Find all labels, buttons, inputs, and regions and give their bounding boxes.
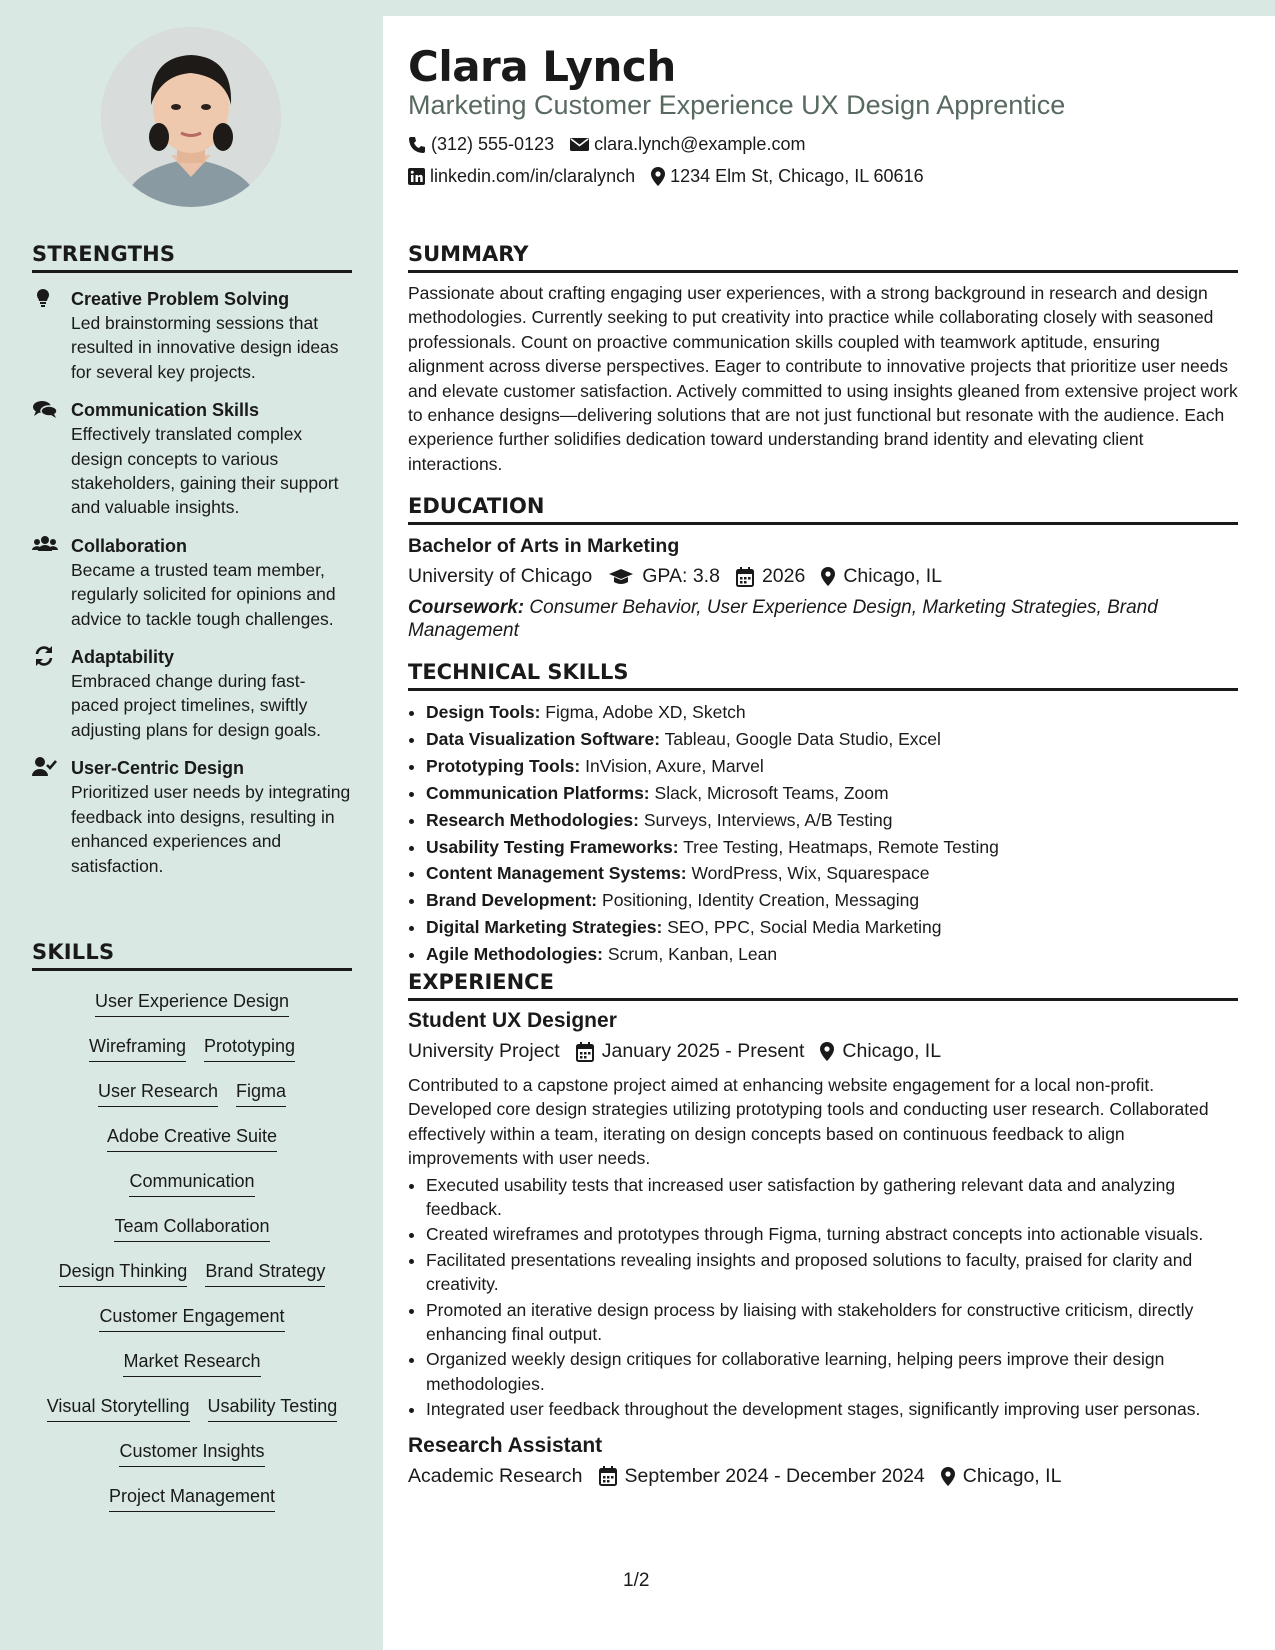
sidebar	[0, 0, 383, 1650]
gpa-item	[608, 565, 720, 588]
skill-label: Usability Testing Frameworks:	[426, 836, 679, 857]
list-item	[426, 887, 1238, 914]
skill-row	[32, 1169, 352, 1214]
education-section	[408, 494, 1238, 642]
dates-item	[599, 1465, 925, 1488]
skill-value: Positioning, Identity Creation, Messaging	[602, 890, 920, 911]
job-description: Contributed to a capstone project aimed at enhancing website engagement for a local non-profit. Developed core design strategies utilizing prototyping tools and conducting user research. Collaborated effectively within a team, iterating on design concepts based on continuous feedback to align improvements with user needs.	[408, 1075, 1209, 1169]
skill-label: Research Methodologies:	[426, 809, 639, 830]
strength-title: Collaboration	[71, 535, 187, 556]
map-marker-icon	[941, 1467, 955, 1486]
skill-value: Slack, Microsoft Teams, Zoom	[654, 782, 889, 803]
skill-tag: Design Thinking	[59, 1259, 188, 1287]
skill-tag: Project Management	[109, 1484, 275, 1512]
graduation-cap-icon	[608, 568, 634, 586]
envelope-icon	[570, 137, 589, 152]
skills-section	[32, 940, 352, 1529]
list-item: • Organized weekly design critiques for collaborative learning, helping peers improve their design methodologies.	[426, 1347, 1238, 1396]
strength-desc: Became a trusted team member, regularly solicited for opinions and advice to tackle tough challenges.	[71, 559, 336, 629]
skill-row	[32, 989, 352, 1034]
skill-tag: Visual Storytelling	[47, 1394, 190, 1422]
org-item	[408, 1465, 583, 1488]
school-name: University of Chicago	[408, 565, 593, 587]
linkedin-icon	[408, 168, 425, 185]
coursework	[408, 596, 1238, 642]
list-item	[426, 860, 1238, 887]
skills-list	[32, 989, 352, 1529]
strength-desc: Led brainstorming sessions that resulted in innovative design ideas for several key projects.	[71, 313, 339, 382]
strength-desc: Effectively translated complex design concepts to various stakeholders, gaining their support and valuable insights.	[71, 424, 339, 518]
list-item	[426, 753, 1238, 780]
skill-value: Tree Testing, Heatmaps, Remote Testing	[683, 836, 999, 857]
strength-title: Communication Skills	[71, 400, 260, 421]
education-heading: EDUCATION	[408, 494, 1238, 525]
skill-tag: Wireframing	[89, 1034, 186, 1062]
skill-row	[32, 1259, 352, 1304]
job-bullets	[408, 1173, 1238, 1422]
skill-label: Brand Development:	[426, 890, 598, 911]
skill-tag: Adobe Creative Suite	[107, 1124, 277, 1152]
skill-row	[32, 1349, 352, 1394]
skill-row	[32, 1394, 352, 1439]
avatar	[101, 27, 281, 207]
page-number: 1/2	[623, 1570, 650, 1591]
job-title-1: Student UX Designer	[408, 1009, 617, 1032]
sync-icon	[32, 645, 58, 667]
address-text: 1234 Elm St, Chicago, IL 60616	[670, 166, 924, 186]
skill-label: Data Visualization Software:	[426, 728, 661, 749]
experience-heading: EXPERIENCE	[408, 970, 1238, 1001]
year-text: 2026	[761, 565, 806, 587]
dates-text: September 2024 - December 2024	[624, 1464, 925, 1487]
strengths-section	[32, 242, 352, 878]
job-location-text: Chicago, IL	[842, 1040, 942, 1062]
linkedin-text[interactable]: linkedin.com/in/claralynch	[430, 166, 636, 186]
list-item	[426, 780, 1238, 807]
skill-label: Communication Platforms:	[426, 782, 650, 803]
strength-title: User-Centric Design	[71, 758, 245, 779]
skill-value: Surveys, Interviews, A/B Testing	[643, 809, 893, 830]
address-item	[651, 166, 924, 187]
year-item	[736, 565, 805, 588]
email-text[interactable]: clara.lynch@example.com	[594, 134, 806, 154]
list-item	[426, 914, 1238, 941]
technical-skills-heading: TECHNICAL SKILLS	[408, 660, 1238, 691]
user-check-icon	[32, 756, 58, 778]
strength-title: Creative Problem Solving	[71, 289, 290, 309]
strength-item	[32, 398, 352, 520]
contact-row-2	[408, 166, 924, 187]
strength-item	[32, 645, 352, 742]
skill-label: Prototyping Tools:	[426, 755, 581, 776]
skill-value: Figma, Adobe XD, Sketch	[545, 702, 746, 722]
list-item: • Promoted an iterative design process by liaising with stakeholders for constructive criticism, directly enhancing final output.	[426, 1298, 1238, 1347]
job-meta-1	[408, 1040, 1238, 1063]
skill-tag: Brand Strategy	[205, 1259, 325, 1287]
coursework-label: Coursework:	[408, 597, 525, 618]
skill-row	[32, 1439, 352, 1484]
skill-row	[32, 1304, 352, 1349]
candidate-name: Clara Lynch	[408, 42, 676, 91]
skill-row	[32, 1124, 352, 1169]
users-icon	[32, 534, 58, 556]
edu-location-item	[821, 565, 942, 588]
list-item: • Integrated user feedback throughout the development stages, significantly improving user personas.	[426, 1397, 1238, 1421]
skill-tag: Team Collaboration	[114, 1214, 269, 1242]
strength-item	[32, 287, 352, 384]
job-meta-2	[408, 1465, 1238, 1488]
skill-tag: Usability Testing	[208, 1394, 338, 1422]
comments-icon	[32, 398, 58, 420]
skill-label: Agile Methodologies:	[426, 944, 603, 965]
skill-value: SEO, PPC, Social Media Marketing	[667, 917, 942, 938]
list-item	[426, 941, 1238, 968]
technical-skills-list	[408, 699, 1238, 968]
skill-tag: Customer Engagement	[99, 1304, 284, 1332]
summary-section	[408, 242, 1238, 476]
job-location-item	[941, 1465, 1062, 1488]
skill-tag: User Research	[98, 1079, 218, 1107]
skill-value: InVision, Axure, Marvel	[585, 755, 764, 776]
map-marker-icon	[821, 567, 835, 586]
skill-tag: Communication	[129, 1169, 254, 1197]
education-meta	[408, 565, 1238, 588]
summary-heading: SUMMARY	[408, 242, 1238, 273]
degree-title: Bachelor of Arts in Marketing	[408, 535, 680, 557]
phone-item	[408, 134, 554, 155]
strength-desc: Prioritized user needs by integrating feedback into designs, resulting in enhanced experiences and satisfaction.	[71, 782, 351, 876]
list-item: • Created wireframes and prototypes through Figma, turning abstract concepts into actionable visuals.	[426, 1222, 1238, 1246]
skill-label: Design Tools:	[426, 702, 541, 722]
org-item	[408, 1040, 560, 1063]
dates-text: January 2025 - Present	[601, 1040, 805, 1062]
dates-item	[576, 1040, 805, 1063]
gpa-text: GPA: 3.8	[642, 565, 720, 587]
skill-tag: Prototyping	[204, 1034, 295, 1062]
skill-row	[32, 1079, 352, 1124]
job-title: Marketing Customer Experience UX Design Apprentice	[408, 90, 1066, 120]
job-location-text: Chicago, IL	[962, 1464, 1062, 1487]
technical-skills-section	[408, 660, 1238, 968]
strength-item	[32, 756, 352, 878]
coursework-text: Consumer Behavior, User Experience Design, Marketing Strategies, Brand Management	[408, 597, 1158, 641]
skill-tag: Figma	[236, 1079, 286, 1107]
list-item	[426, 726, 1238, 753]
skills-heading: SKILLS	[32, 940, 352, 971]
skill-tag: User Experience Design	[95, 989, 289, 1017]
skill-tag: Customer Insights	[119, 1439, 264, 1467]
skill-tag: Market Research	[123, 1349, 260, 1377]
map-marker-icon	[820, 1042, 834, 1061]
map-marker-icon	[651, 167, 665, 186]
lightbulb-icon	[32, 287, 58, 309]
org-text: Academic Research	[408, 1464, 583, 1487]
list-item	[426, 834, 1238, 861]
edu-location-text: Chicago, IL	[843, 565, 942, 587]
phone-icon	[408, 136, 426, 154]
skill-row	[32, 1484, 352, 1529]
contact-row-1	[408, 134, 805, 155]
org-text: University Project	[408, 1040, 560, 1062]
job-title-2: Research Assistant	[408, 1433, 603, 1457]
experience-section	[408, 970, 1238, 1488]
summary-text: Passionate about crafting engaging user experiences, with a strong background in research and design methodologies. Currently seeking to put creativity into practice while collaborating closely with seasoned professionals. Count on proactive communication skills coupled with teamwork aptitude, ensuring alignment across diverse perspectives. Eager to contribute to innovative projects that prioritize user needs and elevate customer satisfaction. Actively committed to using insights gleaned from extensive project work to enhance designs—delivering solutions that are not just functional but resonate with the audience. Each experience further solidifies dedication toward understanding brand identity and elevating client interactions.	[408, 283, 1238, 474]
skill-row	[32, 1034, 352, 1079]
skill-value: Scrum, Kanban, Lean	[607, 944, 778, 965]
email-item[interactable]	[570, 134, 805, 155]
calendar-icon	[576, 1042, 594, 1062]
calendar-icon	[736, 567, 754, 587]
list-item	[426, 699, 1238, 726]
strength-title: Adaptability	[71, 647, 175, 668]
skill-value: WordPress, Wix, Squarespace	[691, 863, 930, 884]
skill-label: Digital Marketing Strategies:	[426, 917, 663, 938]
skill-label: Content Management Systems:	[426, 863, 687, 884]
list-item	[426, 807, 1238, 834]
skill-row	[32, 1214, 352, 1259]
job-location-item	[820, 1040, 941, 1063]
strengths-heading: STRENGTHS	[32, 242, 352, 273]
main-content	[383, 16, 1275, 1650]
strength-desc: Embraced change during fast-paced project timelines, swiftly adjusting plans for design goals.	[71, 671, 322, 740]
list-item: • Facilitated presentations revealing insights and proposed solutions to faculty, praised for clarity and creativity.	[426, 1248, 1238, 1297]
school-item	[408, 565, 592, 588]
strength-item	[32, 534, 352, 631]
list-item: • Executed usability tests that increased user satisfaction by gathering relevant data and analyzing feedback.	[426, 1173, 1238, 1222]
linkedin-item[interactable]	[408, 166, 635, 187]
calendar-icon	[599, 1466, 617, 1486]
phone-text: (312) 555-0123	[431, 134, 555, 154]
skill-value: Tableau, Google Data Studio, Excel	[664, 728, 941, 749]
